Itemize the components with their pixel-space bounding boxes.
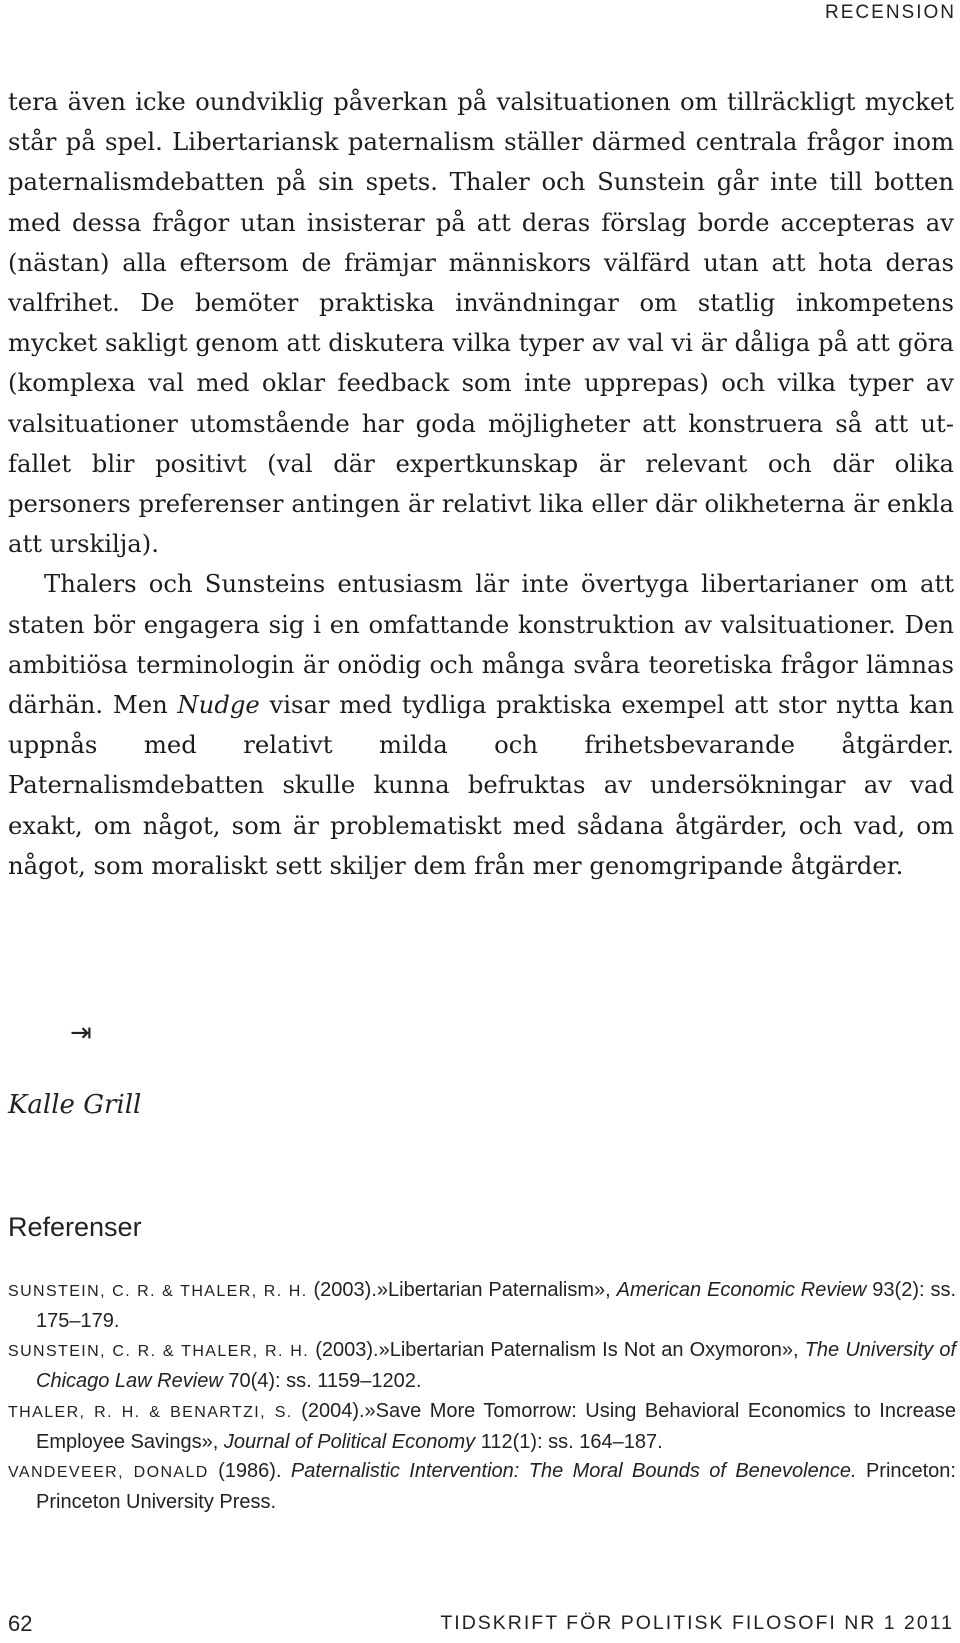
reference-authors: SUNSTEIN, C. R. & THALER, R. H. (8, 1283, 308, 1300)
reference-item (8, 1397, 956, 1457)
reference-title: »Save More Tomorrow: Using Behavioral Economics to Increase Employee Savings», (36, 1399, 957, 1453)
reference-details: 70(4): ss. 1159–1202. (228, 1370, 422, 1393)
reference-item (8, 1276, 956, 1336)
paragraph-2 (8, 564, 954, 886)
reference-details: 112(1): ss. 164–187. (480, 1430, 663, 1453)
reference-details: Princeton: Princeton University Press. (36, 1460, 956, 1513)
book-title-nudge: Nudge (177, 690, 260, 720)
reference-authors: SUNSTEIN, C. R. & THALER, R. H. (8, 1343, 310, 1361)
author-name: Kalle Grill (8, 1090, 142, 1120)
reference-item (8, 1457, 956, 1517)
references-list (8, 1276, 956, 1518)
reference-item (8, 1336, 956, 1396)
article-body (8, 82, 954, 886)
reference-title: »Libertarian Paternalism», (376, 1279, 611, 1301)
reference-book-title: Paternalistic Intervention: The Moral Bounds of Benevolence. (290, 1460, 857, 1483)
reference-year: (2004). (301, 1399, 365, 1422)
paragraph-2-text-b: visar med tydliga praktiska exempel att stor nytta kan uppnås med relativt milda och frihetsbevarande åtgärder. Paternalismdebatten skulle kunna befruktas av undersökningar av vad exakt, om något, som är problematiskt med sådana åtgärder, och vad, om något, som moraliskt sett skiljer dem från mer genomgripande åtgärder. (8, 690, 954, 880)
end-of-article-icon: ⇥ (70, 1018, 92, 1048)
references-heading: Referenser (8, 1212, 142, 1242)
paragraph-2-text-a: Thalers och Sunsteins entusiasm lär inte övertyga libertarianer om att staten bör engagera sig i en omfattande konstruktion av valsituationer. Den ambitiösa terminologin är onödig och många svåra teoretiska frågor lämnas därhän. Men (8, 569, 954, 720)
paragraph-1: tera även icke oundviklig påverkan på valsituationen om tillräckligt mycket står på spel. Libertariansk paternalism ställer därmed centrala frågor inom paternalismdebatten på sin spets. Thaler och Sunstein går inte till botten med dessa frågor utan insisterar på att deras förslag borde accepteras av (nästan) alla eftersom de främjar människors välfärd utan att hota deras valfrihet. De bemöter praktiska invändningar om statlig inkompetens mycket sakligt genom att diskutera vilka typer av val vi är dåliga på att göra (komplexa val med oklar feedback som inte upprepas) och vilka typer av valsituationer utomstående har goda möjligheter att konstruera så att utfallet blir positivt (val där expertkunskap är relevant och där olika personers preferenser antingen är relativt lika eller där olikheterna är enkla att urskilja). (8, 87, 954, 559)
reference-journal: American Economic Review (616, 1279, 867, 1301)
reference-journal: Journal of Political Economy (223, 1430, 476, 1453)
journal-footer: TIDSKRIFT FÖR POLITISK FILOSOFI NR 1 2011 (440, 1612, 954, 1634)
reference-year: (2003). (313, 1279, 377, 1301)
reference-journal: The University of Chicago Law Review (36, 1339, 956, 1393)
reference-details: 93(2): ss. 175–179. (36, 1279, 957, 1332)
running-head: RECENSION (825, 2, 956, 23)
reference-year: (1986). (218, 1460, 282, 1483)
reference-authors: THALER, R. H. & BENARTZI, S. (8, 1403, 293, 1421)
page-number: 62 (8, 1611, 33, 1636)
reference-title: »Libertarian Paternalism Is Not an Oxymoron», (378, 1339, 799, 1362)
reference-authors: VANDEVEER, DONALD (8, 1464, 209, 1482)
reference-year: (2003). (315, 1339, 379, 1362)
